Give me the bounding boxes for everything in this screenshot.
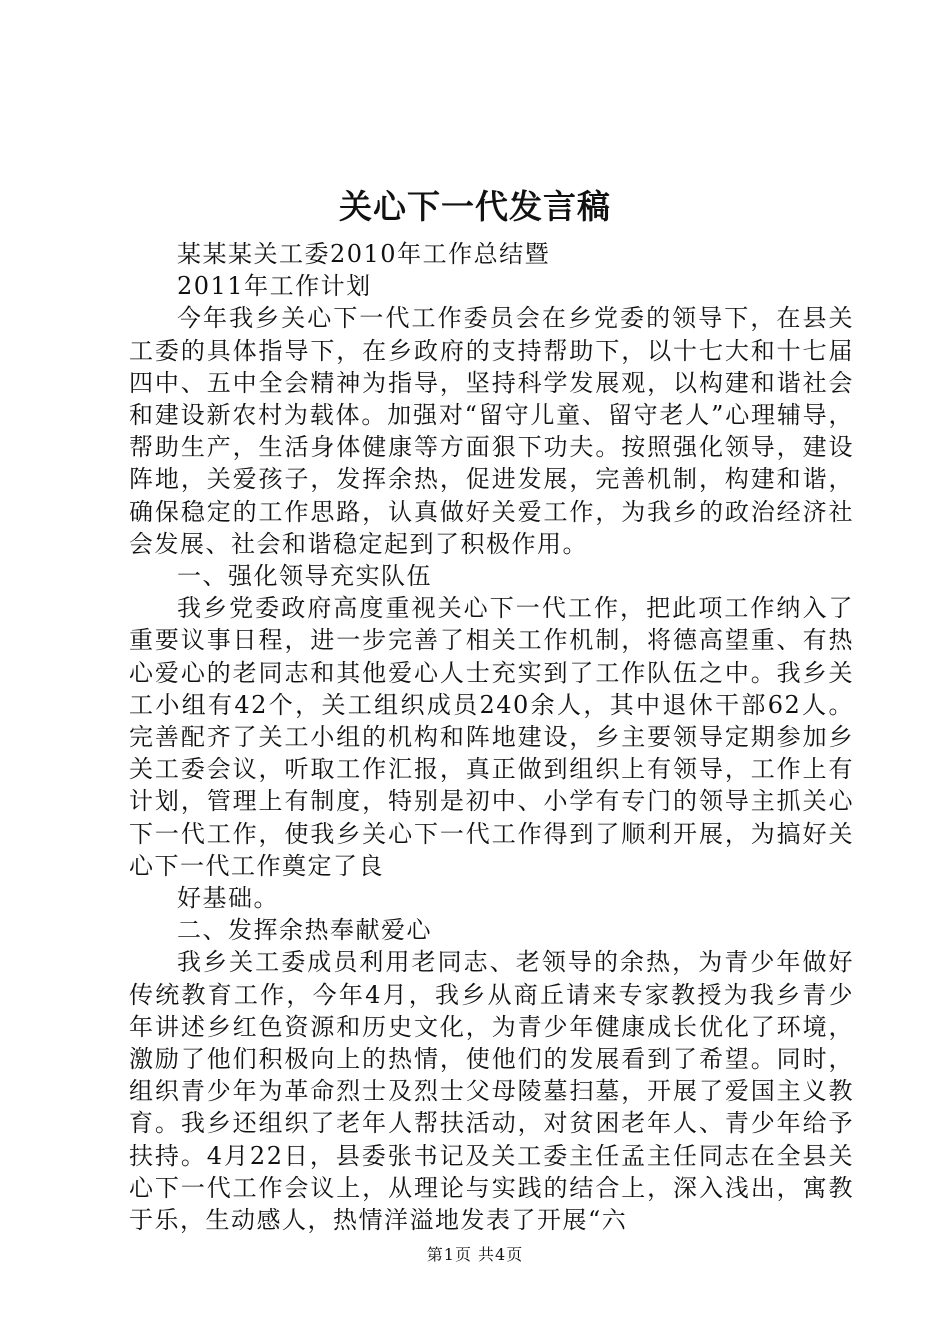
section-heading-1: 一、强化领导充实队伍 <box>177 562 432 591</box>
document-title: 关心下一代发言稿 <box>339 187 611 226</box>
paragraph-section-1-tail: 好基础。 <box>177 884 279 913</box>
page-number-footer: 第1页 共4页 <box>426 1245 524 1264</box>
subtitle-line-1: 某某某关工委2010年工作总结暨 <box>177 240 551 268</box>
paragraph-section-2: 我乡关工委成员利用老同志、老领导的余热，为青少年做好传统教育工作，今年4月，我乡从商丘请来专家教授为我乡青少年讲述乡红色资源和历史文化，为青少年健康成长优化了环境，激励了他们积极向上的热情，使他们的发展看到了希望。同时，组织青少年为革命烈士及烈士父母陵墓扫墓，开展了爱国主义教育。我乡还组织了老年人帮扶活动，对贫困老年人、青少年给予扶持。4月22日，县委张书记及关工委主任孟主任同志在全县关心下一代工作会议上，从理论与实践的结合上，深入浅出，寓教于乐，生动感人，热情洋溢地发表了开展“六 <box>129 948 854 1235</box>
document-body <box>129 238 854 1236</box>
paragraph-intro: 今年我乡关心下一代工作委员会在乡党委的领导下，在县关工委的具体指导下，在乡政府的支持帮助下，以十七大和十七届四中、五中全会精神为指导，坚持科学发展观，以构建和谐社会和建设新农村为载体。加强对“留守儿童、留守老人”心理辅导，帮助生产，生活身体健康等方面狠下功夫。按照强化领导，建设阵地，关爱孩子，发挥余热，促进发展，完善机制，构建和谐，确保稳定的工作思路，认真做好关爱工作，为我乡的政治经济社会发展、社会和谐稳定起到了积极作用。 <box>129 304 854 558</box>
subtitle-line-2: 2011年工作计划 <box>177 272 372 301</box>
section-heading-2: 二、发挥余热奉献爱心 <box>177 916 432 945</box>
paragraph-section-1: 我乡党委政府高度重视关心下一代工作，把此项工作纳入了重要议事日程，进一步完善了相关工作机制，将德高望重、有热心爱心的老同志和其他爱心人士充实到了工作队伍之中。我乡关工小组有42个，关工组织成员240余人，其中退休干部62人。完善配齐了关工小组的机构和阵地建设，乡主要领导定期参加乡关工委会议，听取工作汇报，真正做到组织上有领导，工作上有计划，管理上有制度，特别是初中、小学有专门的领导主抓关心下一代工作，使我乡关心下一代工作得到了顺利开展，为搞好关心下一代工作奠定了良 <box>129 594 854 880</box>
